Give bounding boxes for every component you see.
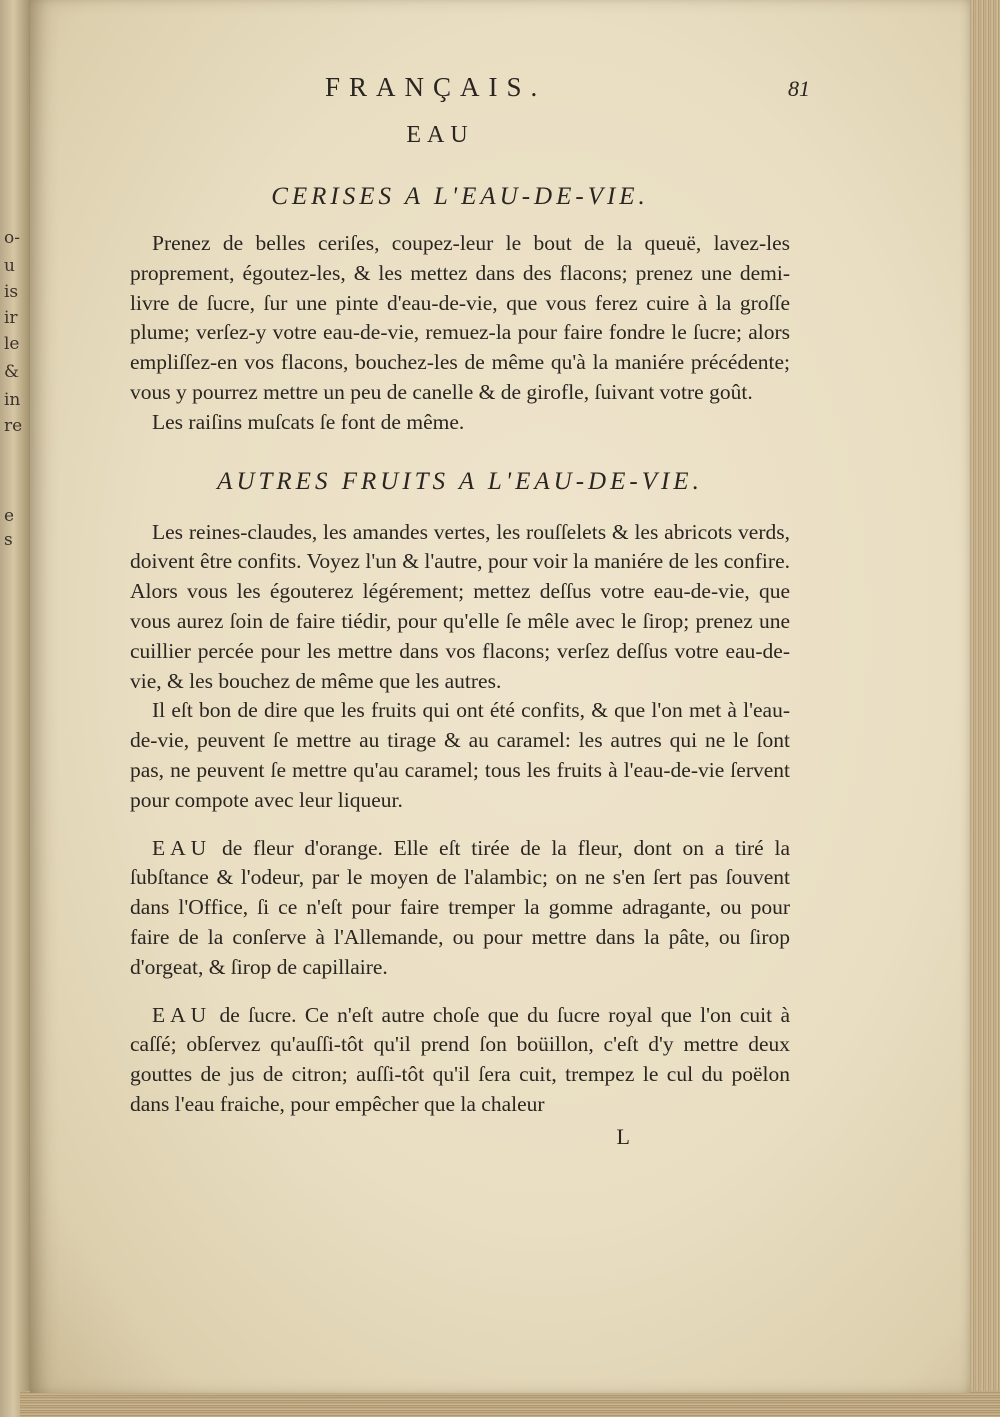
paragraph: Les raiſins muſcats ſe font de même. bbox=[152, 409, 465, 434]
entry-spacer bbox=[130, 816, 790, 834]
facing-page-fragment: e bbox=[4, 506, 15, 526]
entry-spacer bbox=[130, 983, 790, 1001]
facing-page-fragment: & bbox=[4, 362, 20, 382]
facing-page-fragment: o- bbox=[4, 228, 20, 248]
entry-text: de ſucre. Ce n'eſt autre choſe que du ſucre royal que l'on cuit à caſſé; obſervez qu'auſſi-tôt qu'il prend ſon boüillon, c'eſt d'y mettre deux gouttes de jus de citron; auſſi-tôt qu'il ſera cuit, trempez le cul du poëlon dans l'eau fraiche, pour empêcher que la chaleur bbox=[130, 1002, 790, 1116]
catchword: L bbox=[616, 1123, 630, 1149]
facing-page-fragment: le bbox=[4, 334, 20, 354]
page-text-block bbox=[130, 72, 810, 1150]
facing-page-fragment: ir bbox=[4, 308, 18, 328]
facing-page-fragment: in bbox=[4, 390, 21, 410]
entry-text: de fleur d'orange. Elle eſt tirée de la fleur, dont on a tiré la ſubſtance & l'odeur, par le moyen de l'alambic; on ne s'en ſert pas ſouvent dans l'Office, ſi ce n'eſt pour faire tremper la gomme adragante, ou pour faire de la conſerve à l'Allemande, ou pour mettre dans la pâte, ou ſirop d'orgeat, & ſirop de capillaire. bbox=[130, 835, 790, 979]
dictionary-entry bbox=[130, 1001, 790, 1120]
running-head bbox=[130, 72, 810, 112]
page-stack-bottom bbox=[20, 1391, 1000, 1417]
running-title: FRANÇAIS. bbox=[325, 72, 547, 102]
dictionary-entry bbox=[130, 834, 790, 983]
paragraph: Il eſt bon de dire que les fruits qui ont été confits, & que l'on met à l'eau-de-vie, peuvent ſe mettre au tirage & au caramel: les autres qui ne le ſont pas, ne peuvent ſe mettre qu'au caramel; tous les fruits à l'eau-de-vie ſervent pour compote avec leur liqueur. bbox=[130, 698, 790, 812]
book-page bbox=[30, 0, 970, 1393]
entry-head: EAU bbox=[152, 835, 212, 860]
dictionary-word-head: EAU bbox=[406, 122, 474, 148]
facing-page-edge bbox=[0, 0, 34, 1417]
facing-page-fragment: re bbox=[4, 416, 23, 436]
section-title: CERISES A L'EAU-DE-VIE. bbox=[271, 183, 649, 210]
section-title: AUTRES FRUITS A L'EAU-DE-VIE. bbox=[217, 467, 703, 495]
facing-page-fragment: is bbox=[4, 282, 19, 302]
facing-page-fragment: u bbox=[4, 256, 15, 276]
paragraph: Les reines-claudes, les amandes vertes, les rouſſelets & les abricots verds, doivent être confits. Voyez l'un & l'autre, pour voir la maniére de les confire. Alors vous les égouterez légérement; mettez deſſus votre eau-de-vie, que vous aurez ſoin de faire tiédir, pour qu'elle ſe mêle avec le ſirop; prenez une cuillier percée pour les mettre dans vos flacons; verſez deſſus votre eau-de-vie, & les bouchez de même que les autres. bbox=[130, 519, 790, 693]
facing-page-fragment: s bbox=[4, 530, 13, 550]
paragraph: Prenez de belles ceriſes, coupez-leur le bout de la queuë, lavez-les proprement, égoutez-les, & les mettez dans des flacons; prenez une demi-livre de ſucre, ſur une pinte d'eau-de-vie, que vous ferez cuire à la groſſe plume; verſez-y votre eau-de-vie, remuez-la pour faire fondre le ſucre; alors empliſſez-en vos flacons, bouchez-les de même qu'à la maniére précédente; vous y pourrez mettre un peu de canelle & de girofle, ſuivant votre goût. bbox=[130, 231, 790, 404]
entry-head: EAU bbox=[152, 1002, 212, 1027]
page-number: 81 bbox=[788, 76, 810, 101]
